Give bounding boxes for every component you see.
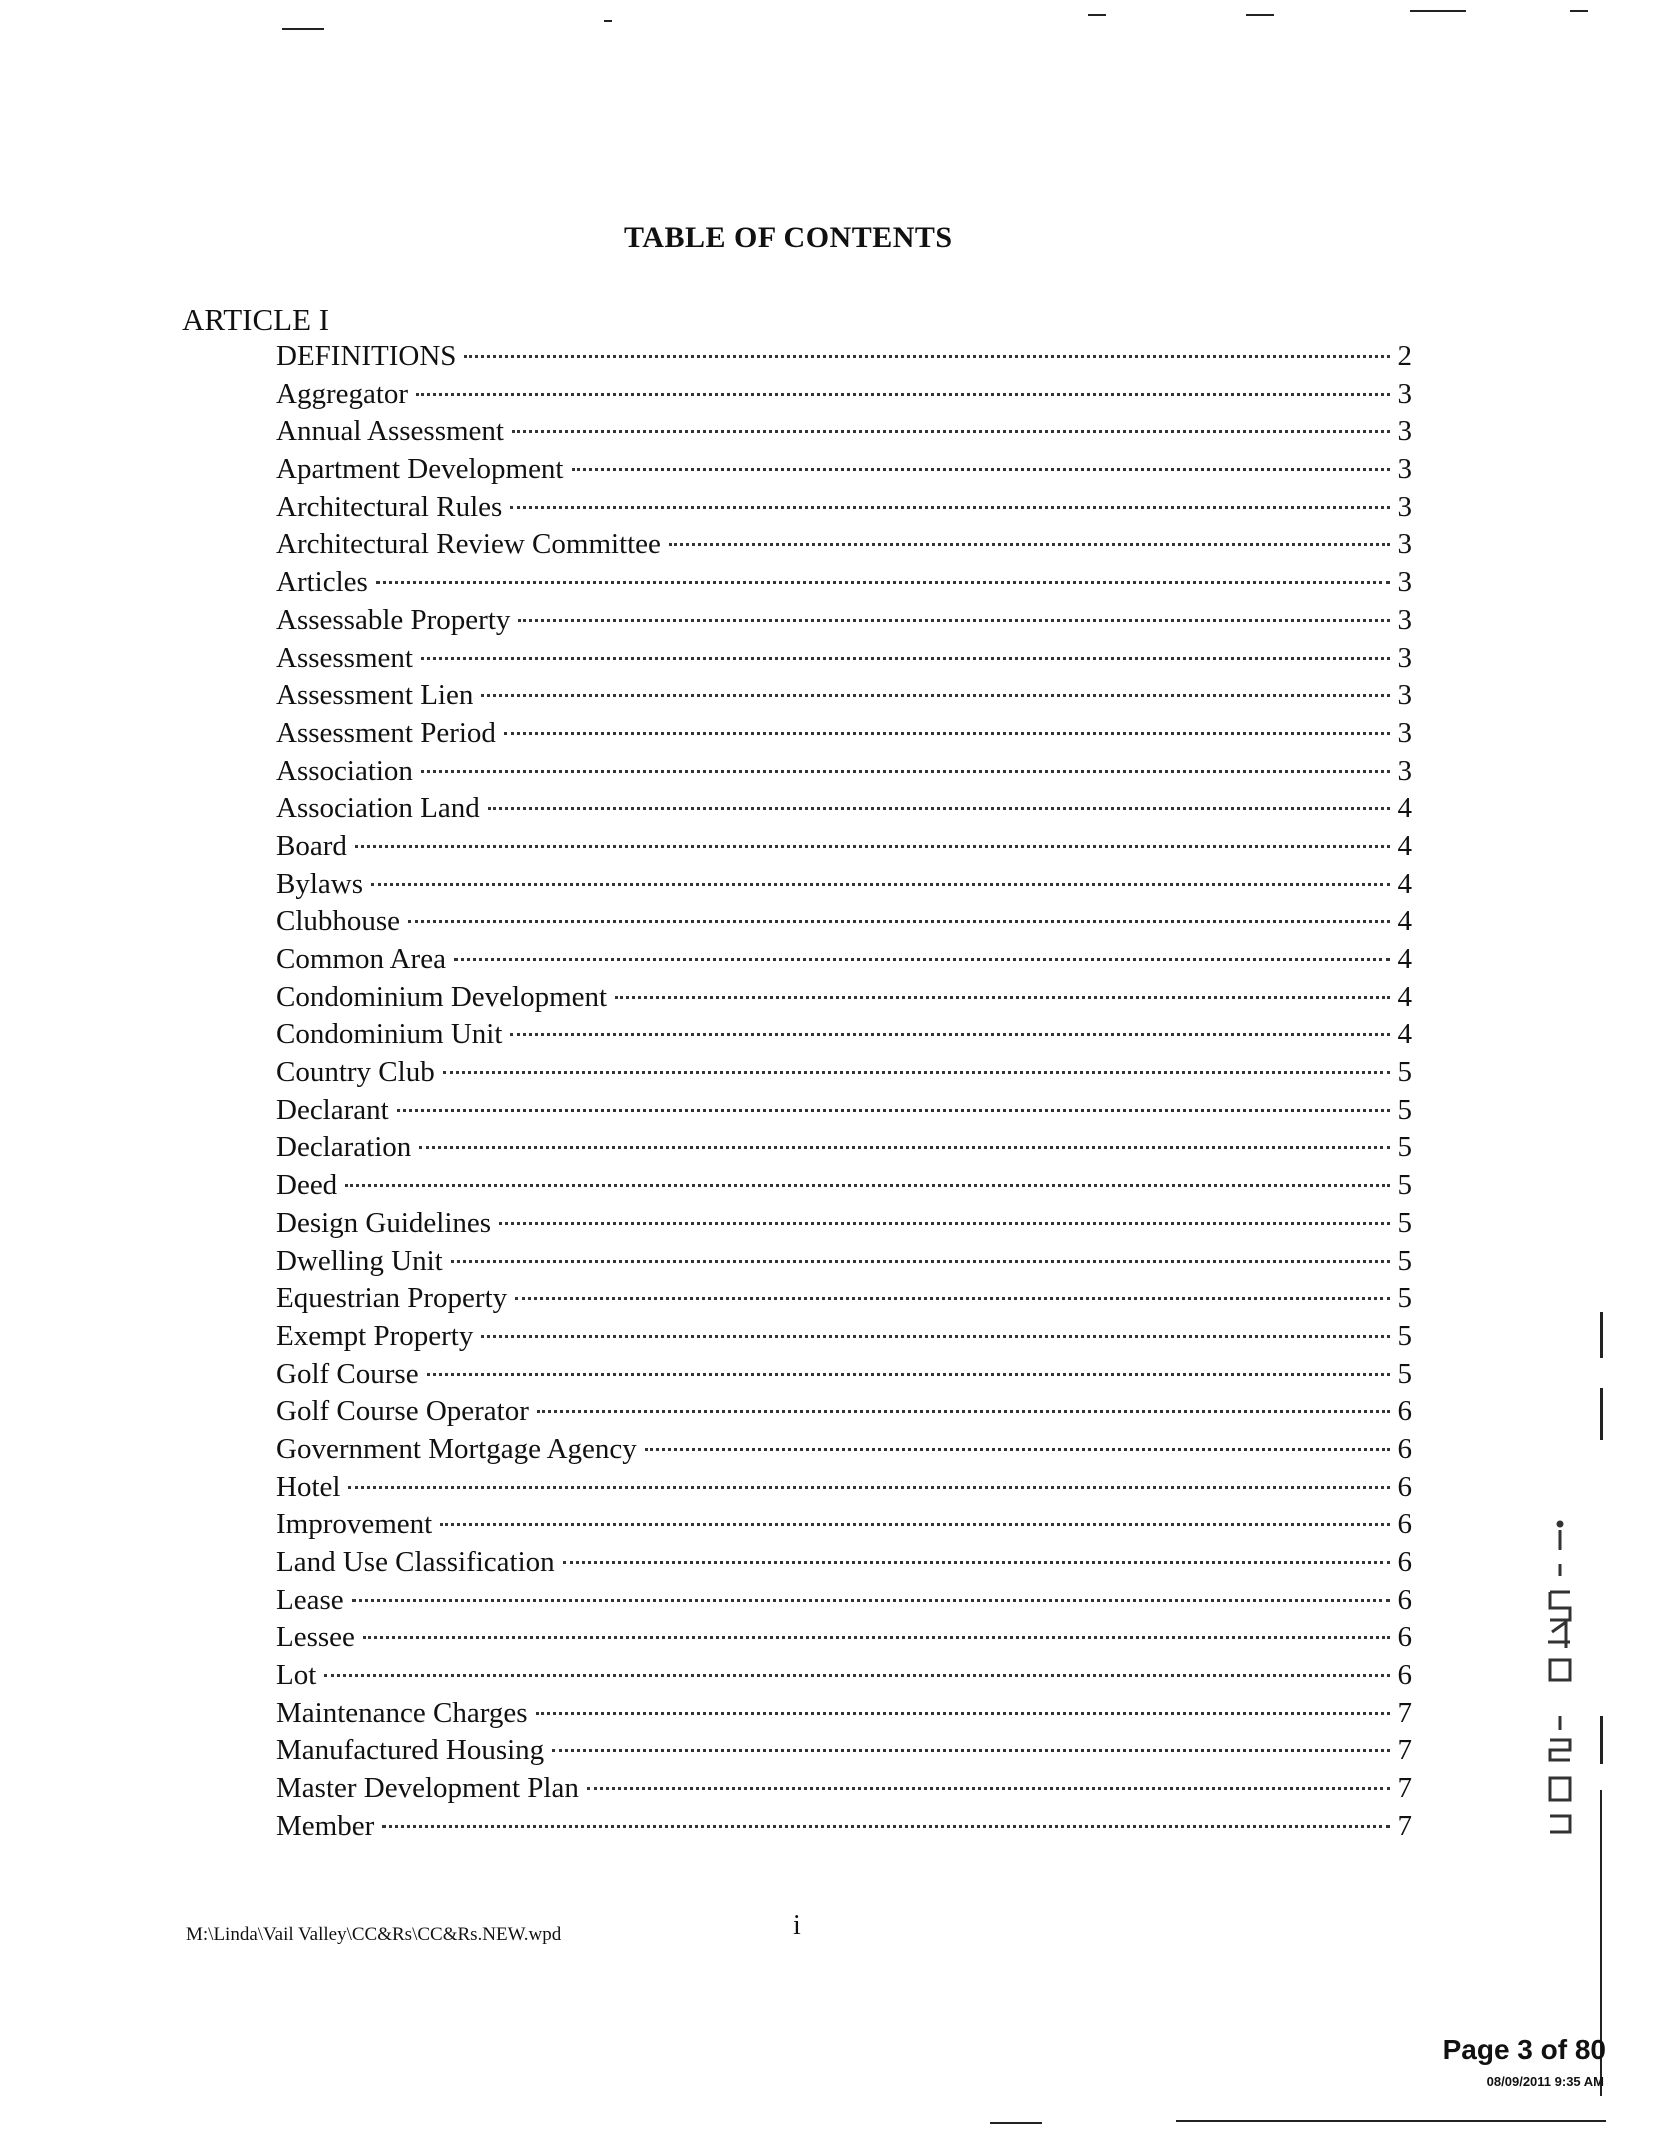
toc-entry-page: 3	[1397, 415, 1412, 448]
dot-leader	[348, 1484, 1389, 1489]
toc-entry	[276, 790, 1412, 828]
margin-line	[1600, 1312, 1603, 1358]
toc-entry	[276, 1431, 1412, 1469]
dot-leader	[324, 1672, 1389, 1677]
scan-mark	[1246, 14, 1274, 16]
toc-entry-page: 4	[1397, 1018, 1412, 1051]
toc-entry-label: Improvement	[276, 1508, 433, 1541]
toc-entry	[276, 1469, 1412, 1507]
page-title: TABLE OF CONTENTS	[624, 221, 953, 254]
dot-leader	[537, 1408, 1390, 1413]
toc-entry-label: Golf Course	[276, 1357, 419, 1390]
toc-entry-page: 7	[1397, 1734, 1412, 1767]
dot-leader	[481, 692, 1389, 697]
toc-entry-label: Aggregator	[276, 377, 409, 410]
toc-entry-page: 3	[1397, 641, 1412, 674]
toc-entry	[276, 979, 1412, 1017]
toc-entry	[276, 715, 1412, 753]
toc-entry-page: 5	[1397, 1319, 1412, 1352]
toc-entry-label: Declarant	[276, 1093, 389, 1126]
dot-leader	[421, 768, 1390, 773]
table-of-contents	[276, 338, 1412, 1846]
toc-entry	[276, 1092, 1412, 1130]
toc-entry-page: 6	[1397, 1395, 1412, 1428]
toc-entry-page: 3	[1397, 453, 1412, 486]
toc-entry	[276, 1695, 1412, 1733]
toc-entry-page: 3	[1397, 716, 1412, 749]
toc-entry	[276, 1506, 1412, 1544]
toc-entry-page: 3	[1397, 377, 1412, 410]
toc-entry-page: 3	[1397, 679, 1412, 712]
toc-entry-page: 5	[1397, 1357, 1412, 1390]
article-heading: ARTICLE I	[182, 302, 330, 337]
scan-mark	[1088, 14, 1106, 16]
toc-entry-page: 7	[1397, 1809, 1412, 1842]
toc-entry	[276, 564, 1412, 602]
toc-entry	[276, 413, 1412, 451]
scan-mark	[990, 2122, 1042, 2124]
toc-entry-page: 3	[1397, 603, 1412, 636]
toc-entry-label: Deed	[276, 1169, 338, 1202]
dot-leader	[419, 1144, 1389, 1149]
dot-leader	[488, 805, 1390, 810]
dot-leader	[355, 843, 1390, 848]
toc-entry	[276, 866, 1412, 904]
toc-entry-page: 4	[1397, 829, 1412, 862]
toc-entry	[276, 1808, 1412, 1846]
toc-entry	[276, 1582, 1412, 1620]
toc-entry-page: 5	[1397, 1093, 1412, 1126]
toc-entry-label: Lease	[276, 1583, 344, 1616]
page-count: Page 3 of 80	[1442, 2034, 1606, 2065]
toc-entry-label: Manufactured Housing	[276, 1734, 545, 1767]
toc-entry-label: Master Development Plan	[276, 1772, 579, 1805]
dot-leader	[669, 541, 1390, 546]
dot-leader	[416, 391, 1389, 396]
toc-entry-label: Declaration	[276, 1131, 412, 1164]
toc-entry	[276, 489, 1412, 527]
toc-entry	[276, 941, 1412, 979]
toc-entry	[276, 640, 1412, 678]
toc-entry-label: Lot	[276, 1659, 317, 1692]
toc-entry-page: 2	[1397, 340, 1412, 372]
toc-entry-page: 3	[1397, 490, 1412, 523]
toc-entry-label: Assessment Lien	[276, 679, 474, 712]
dot-leader	[615, 994, 1389, 999]
toc-entry	[276, 1167, 1412, 1205]
toc-entry-page: 3	[1397, 754, 1412, 787]
margin-line	[1600, 1388, 1603, 1440]
toc-entry-label: Country Club	[276, 1056, 435, 1089]
toc-entry-page: 4	[1397, 980, 1412, 1013]
toc-entry-label: Assessable Property	[276, 603, 511, 636]
dot-leader	[440, 1521, 1389, 1526]
toc-entry-page: 6	[1397, 1583, 1412, 1616]
toc-entry-page: 3	[1397, 528, 1412, 561]
toc-entry	[276, 1016, 1412, 1054]
toc-entry-page: 3	[1397, 566, 1412, 599]
toc-entry	[276, 828, 1412, 866]
toc-entry-label: DEFINITIONS	[276, 340, 457, 372]
toc-entry-page: 6	[1397, 1432, 1412, 1465]
dot-leader	[345, 1182, 1389, 1187]
dot-leader	[443, 1069, 1390, 1074]
dot-leader	[499, 1220, 1389, 1225]
dot-leader	[382, 1823, 1389, 1828]
file-path: M:\Linda\Vail Valley\CC&Rs\CC&Rs.NEW.wpd	[186, 1924, 562, 1945]
dot-leader	[518, 617, 1389, 622]
dot-leader	[572, 466, 1390, 471]
dot-leader	[421, 655, 1390, 660]
toc-entry-label: Articles	[276, 566, 368, 599]
toc-entry-page: 5	[1397, 1206, 1412, 1239]
toc-entry	[276, 1393, 1412, 1431]
print-timestamp: 08/09/2011 9:35 AM	[1486, 2074, 1604, 2089]
toc-entry-label: Dwelling Unit	[276, 1244, 443, 1277]
toc-entry-page: 5	[1397, 1131, 1412, 1164]
toc-entry-page: 7	[1397, 1772, 1412, 1805]
toc-entry-page: 7	[1397, 1696, 1412, 1729]
toc-entry	[276, 1243, 1412, 1281]
toc-entry-label: Land Use Classification	[276, 1546, 555, 1578]
scan-mark	[604, 20, 612, 22]
toc-entry-page: 4	[1397, 792, 1412, 825]
toc-entry	[276, 338, 1412, 376]
toc-entry-page: 6	[1397, 1508, 1412, 1541]
toc-entry	[276, 451, 1412, 489]
toc-entry-label: Equestrian Property	[276, 1282, 508, 1315]
toc-entry	[276, 1054, 1412, 1092]
toc-entry-label: Architectural Review Committee	[276, 528, 661, 561]
side-stamp	[1520, 1520, 1610, 1840]
toc-entry	[276, 1280, 1412, 1318]
dot-leader	[510, 504, 1389, 509]
toc-entry-label: Apartment Development	[276, 453, 564, 486]
toc-entry-label: Golf Course Operator	[276, 1395, 529, 1428]
toc-entry-page: 5	[1397, 1056, 1412, 1089]
dot-leader	[371, 881, 1390, 886]
toc-entry-page: 5	[1397, 1282, 1412, 1315]
dot-leader	[352, 1597, 1390, 1602]
toc-entry-page: 5	[1397, 1169, 1412, 1202]
page-folio: i	[793, 1910, 801, 1941]
toc-entry	[276, 1544, 1412, 1582]
dot-leader	[481, 1333, 1389, 1338]
toc-entry	[276, 1770, 1412, 1808]
toc-entry-label: Assessment Period	[276, 716, 496, 749]
toc-entry-label: Maintenance Charges	[276, 1696, 528, 1729]
toc-entry	[276, 602, 1412, 640]
toc-entry	[276, 1657, 1412, 1695]
toc-entry-label: Board	[276, 829, 347, 862]
toc-entry-label: Design Guidelines	[276, 1206, 492, 1239]
scan-mark	[282, 28, 324, 30]
dot-leader	[363, 1634, 1390, 1639]
dot-leader	[451, 1258, 1390, 1263]
toc-entry-label: Assessment	[276, 641, 413, 674]
dot-leader	[645, 1446, 1390, 1451]
toc-entry	[276, 1619, 1412, 1657]
toc-entry-label: Association	[276, 754, 413, 787]
dot-leader	[552, 1747, 1389, 1752]
dot-leader	[510, 1031, 1389, 1036]
toc-entry	[276, 1356, 1412, 1394]
toc-entry-page: 4	[1397, 867, 1412, 900]
dot-leader	[536, 1710, 1390, 1715]
toc-entry-label: Bylaws	[276, 867, 363, 900]
toc-entry-label: Annual Assessment	[276, 415, 504, 448]
toc-entry	[276, 677, 1412, 715]
dot-leader	[464, 353, 1389, 358]
toc-entry-page: 4	[1397, 905, 1412, 938]
toc-entry-label: Clubhouse	[276, 905, 401, 938]
scan-mark	[1176, 2120, 1606, 2122]
toc-entry	[276, 1732, 1412, 1770]
dot-leader	[408, 918, 1389, 923]
toc-entry	[276, 376, 1412, 414]
scan-mark	[1410, 10, 1466, 12]
dot-leader	[515, 1295, 1389, 1300]
dot-leader	[454, 956, 1390, 961]
toc-entry-page: 6	[1397, 1470, 1412, 1503]
toc-entry-label: Common Area	[276, 943, 446, 975]
scan-mark	[1570, 10, 1588, 12]
toc-entry-label: Hotel	[276, 1470, 341, 1503]
dot-leader	[376, 579, 1390, 584]
toc-entry-label: Condominium Development	[276, 980, 608, 1013]
toc-entry	[276, 526, 1412, 564]
toc-entry-page: 6	[1397, 1659, 1412, 1692]
toc-entry-label: Condominium Unit	[276, 1018, 503, 1051]
toc-entry	[276, 753, 1412, 791]
dot-leader	[504, 730, 1390, 735]
dot-leader	[512, 428, 1390, 433]
toc-entry	[276, 1318, 1412, 1356]
toc-entry	[276, 1205, 1412, 1243]
toc-entry-label: Government Mortgage Agency	[276, 1432, 637, 1465]
toc-entry-label: Lessee	[276, 1621, 355, 1654]
dot-leader	[427, 1371, 1390, 1376]
toc-entry-page: 6	[1397, 1621, 1412, 1654]
dot-leader	[397, 1107, 1390, 1112]
toc-entry-page: 6	[1397, 1546, 1412, 1578]
toc-entry	[276, 1129, 1412, 1167]
toc-entry-label: Architectural Rules	[276, 490, 503, 523]
dot-leader	[587, 1785, 1390, 1790]
toc-entry	[276, 903, 1412, 941]
toc-entry-label: Member	[276, 1809, 375, 1842]
dot-leader	[563, 1559, 1390, 1564]
toc-entry-page: 5	[1397, 1244, 1412, 1277]
toc-entry-page: 4	[1397, 943, 1412, 975]
toc-entry-label: Exempt Property	[276, 1319, 474, 1352]
toc-entry-label: Association Land	[276, 792, 480, 825]
